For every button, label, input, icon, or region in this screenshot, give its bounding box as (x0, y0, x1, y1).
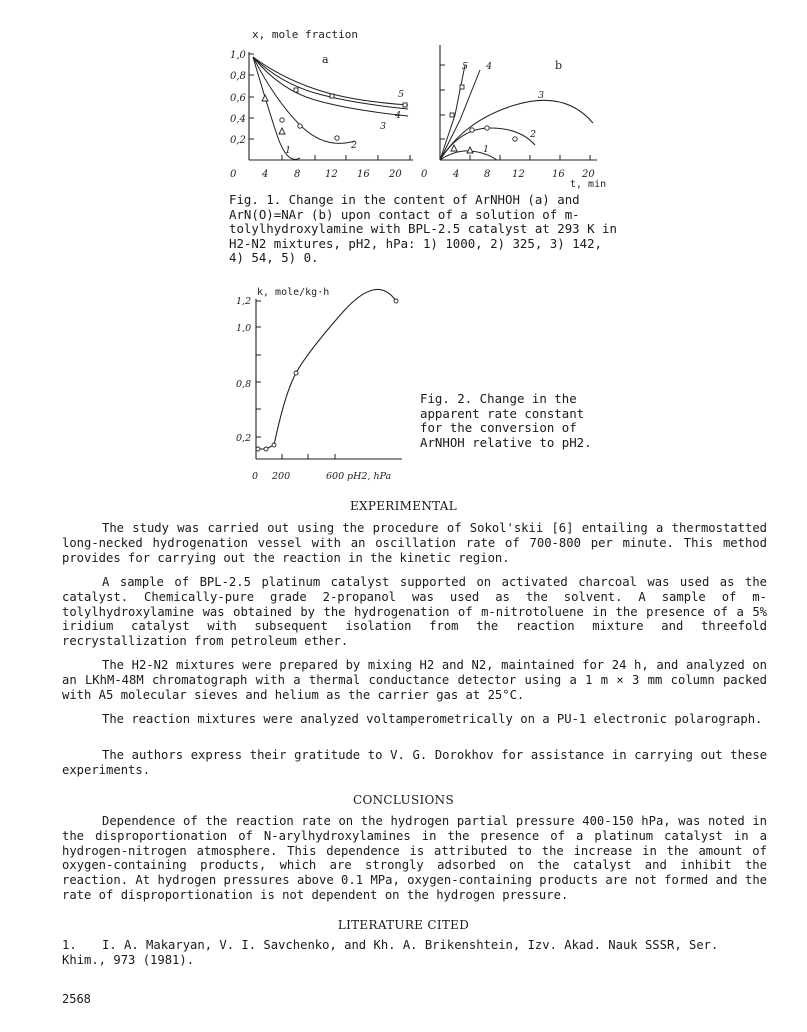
fig1a-xtick: 20 (389, 169, 402, 180)
fig1a-ytick: 1,0 (230, 50, 246, 61)
reference-text: I. A. Makaryan, V. I. Savchenko, and Kh. A. Brikenshtein, Izv. Akad. Nauk SSSR, Ser. Khim., 973 (1981). (62, 938, 719, 967)
fig1b-xtick: 12 (512, 169, 525, 180)
fig1b-xlabel: t, min (570, 179, 607, 190)
fig1a-xtick: 0 (230, 169, 237, 180)
reference-item (62, 938, 767, 968)
section-heading-literature: LITERATURE CITED (337, 918, 470, 932)
fig1b-panel-label: b (555, 59, 563, 72)
fig2-xtick: 600 (326, 471, 345, 482)
fig1a-curve-label: 5 (398, 89, 405, 100)
paragraph-conclusions: Dependence of the reaction rate on the hydrogen partial pressure 400-150 hPa, was noted in the disproportionation of N-arylhydroxylamines in the presence of a platinum catalyst in a hydrogen-nitrogen atmosphere. This dependence is attributed to the increase in the amount of oxygen-containing products, which are strongly adsorbed on the catalyst and inhibit the reaction. At hydrogen pressures above 0.1 MPa, oxygen-containing products are not formed and the rate of disproportionation is not dependent on the hydrogen pressure. (62, 814, 767, 902)
fig1a-xtick: 12 (325, 169, 338, 180)
fig1b-xtick: 0 (421, 169, 428, 180)
page-number: 2568 (62, 992, 91, 1006)
fig2-ylabel: k, mole/kg·h (257, 287, 330, 298)
fig1a-xtick: 4 (262, 169, 269, 180)
fig1a-curve-label: 4 (395, 110, 402, 121)
fig1a-ytick: 0,4 (230, 114, 246, 125)
fig1a-panel-label: a (322, 53, 329, 66)
fig1a-curve-3 (253, 57, 408, 116)
fig1b-curve-5 (440, 65, 465, 160)
section-heading-experimental: EXPERIMENTAL (349, 499, 458, 513)
figure-1 (225, 25, 620, 190)
fig2-caption: Fig. 2. Change in the apparent rate constant for the conversion of ArNHOH relative to pH2. (420, 391, 592, 450)
paragraph-catalyst: A sample of BPL-2.5 platinum catalyst supported on activated charcoal was used as the catalyst. Chemically-pure grade 2-propanol was used as the solvent. A sample of m-tolylhydroxylamine was obtained by the hydrogenation of m-nitrotoluene in the presence of a 5% iridium catalyst with subsequent isolation from the reaction mixture and threefold recrystallization from petroleum ether. (62, 575, 767, 649)
fig1b-curve-label: 1 (483, 144, 490, 155)
paragraph-mixtures: The H2-N2 mixtures were prepared by mixing H2 and N2, maintained for 24 h, and analyzed on an LKhM-48M chromatograph with a thermal conductance detector using a 1 m × 3 mm column packed with A5 molecular sieves and helium as the carrier gas at 25°C. (62, 658, 767, 702)
fig1b-curve-4 (440, 70, 480, 160)
fig1b-xtick: 16 (552, 169, 565, 180)
section-heading-conclusions: CONCLUSIONS (353, 793, 454, 807)
paragraph-acknowledgment: The authors express their gratitude to V. G. Dorokhov for assistance in carrying out these experiments. (62, 748, 767, 777)
fig1b-curve-label: 5 (462, 61, 469, 72)
fig2-ytick: 0,8 (236, 379, 252, 390)
fig1b-xtick: 8 (484, 169, 491, 180)
fig1b-xtick: 4 (453, 169, 460, 180)
fig1a-ylabel: x, mole fraction (252, 28, 358, 41)
fig2-ytick: 1,0 (236, 323, 252, 334)
fig1b-curve-label: 3 (538, 90, 545, 101)
paragraph-method: The study was carried out using the procedure of Sokol'skii [6] entailing a thermostatted long-necked hydrogenation vessel with an oscillation rate of 700-800 per minute. This method provides for carrying out the reaction in the kinetic region. (62, 521, 767, 565)
fig1a-curve-4 (253, 57, 408, 109)
fig1a-ytick: 0,8 (230, 71, 246, 82)
fig2-ytick: 1,2 (236, 296, 252, 307)
fig1-caption: Fig. 1. Change in the content of ArNHOH (a) and ArN(O)=NAr (b) upon contact of a solution of m-tolylhydroxylamine with BPL-2.5 catalyst at 293 K in H2-N2 mixtures, pH2, hPa: 1) 1000, 2) 325, 3) 142, 4) 54, 5) 0. (229, 192, 617, 266)
fig1a-xtick: 16 (357, 169, 370, 180)
reference-number: 1. (62, 938, 77, 952)
fig1a-curve-label: 2 (351, 140, 358, 151)
fig1b-curve-label: 4 (486, 61, 493, 72)
fig2-curve (258, 289, 396, 449)
fig1a-curve-label: 1 (285, 145, 292, 156)
fig1a-xtick: 8 (294, 169, 301, 180)
fig1a-ytick: 0,2 (230, 135, 246, 146)
fig1b-curve-label: 2 (530, 129, 537, 140)
fig1a-curve-label: 3 (380, 121, 387, 132)
fig2-ytick: 0,2 (236, 433, 252, 444)
paragraph-analysis: The reaction mixtures were analyzed voltamperometrically on a PU-1 electronic polarograph. (102, 712, 763, 726)
fig2-xtick: 200 (272, 471, 291, 482)
fig1a-ytick: 0,6 (230, 93, 246, 104)
fig2-xlabel: pH2, hPa (347, 471, 392, 482)
figure-2 (230, 283, 410, 493)
fig1b-xtick: 20 (582, 169, 595, 180)
fig2-xtick: 0 (252, 471, 259, 482)
